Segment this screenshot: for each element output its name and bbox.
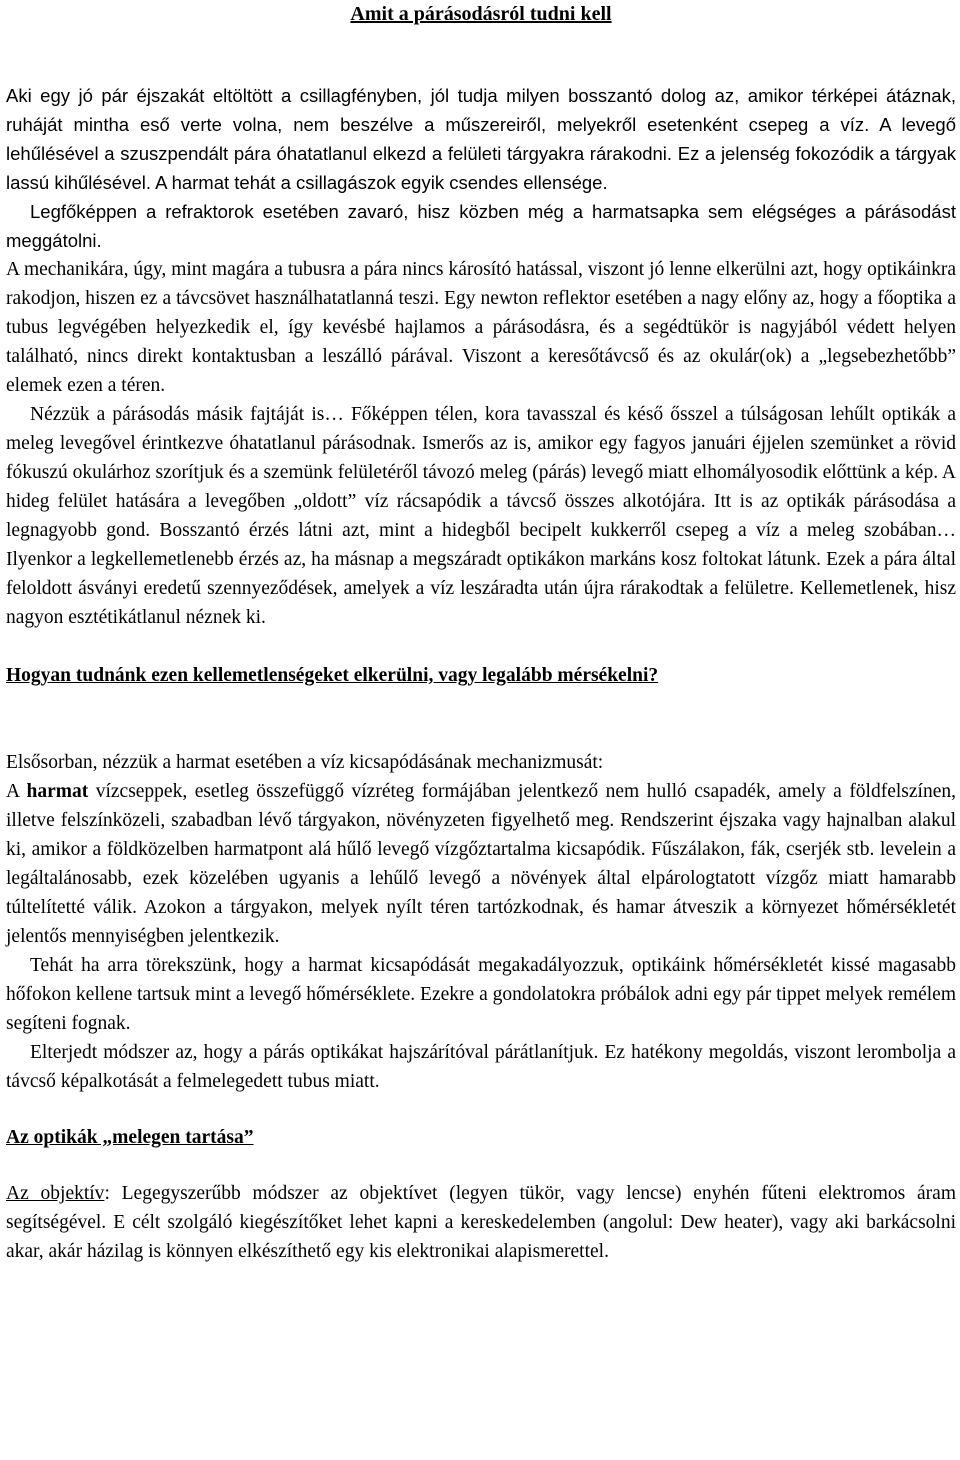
paragraph-keep-warm: Tehát ha arra törekszünk, hogy a harmat kicsapódását megakadályozzuk, optikáink hőmérsékletét kissé magasabb hőfokon kellene tartsuk mint a levegő hőmérséklete. Ezekre a gondolatokra próbálok adni egy pár tippet melyek remélem segíteni fognak. <box>6 955 956 1034</box>
objective-text: Legegyszerűbb módszer az objektívet (legyen tükör, vagy lencse) enyhén fűteni elektromos áram segítségével. E célt szolgáló kiegészítőket lehet kapni a kereskedelemben (angolul: Dew heater), vagy aki barkácsolni akar, akár házilag is könnyen elkészíthető egy kis elektronikai alapismerettel. <box>6 1183 956 1262</box>
paragraph-hairdryer: Elterjedt módszer az, hogy a párás optikákat hajszárítóval párátlanítjuk. Ez hatékony megoldás, viszont lerombolja a távcső képalkotását a felmelegedett tubus miatt. <box>6 1042 956 1092</box>
paragraph-refractors <box>6 197 956 255</box>
paragraph-objective <box>6 1179 956 1266</box>
section-mechanism <box>6 748 956 1096</box>
document-title: Amit a párásodásról tudni kell <box>350 3 612 25</box>
objective-label: Az objektív <box>6 1183 105 1204</box>
section-intro-serif <box>6 255 956 632</box>
section-intro <box>6 81 956 255</box>
dew-definition-lead: A <box>6 781 27 802</box>
dew-definition-text: vízcseppek, esetleg összefüggő vízréteg formájában jelentkező nem hulló csapadék, amely a földfelszínen, illetve felszínközeli, szabadban lévő tárgyakon, növényzeten figyelhető meg. Rendszerint éjszaka vagy hajnalban alakul ki, amikor a földközelben harmatpont alá hűlő levegő vízgőztartalma kicsapódik. Fűszálakon, fák, cserjék stb. levelein a legáltalánosabb, ezek közelében ugyanis a lehűlő levegő a növények által elpárologtatott vízgőz miatt hamarabb túltelítetté válik. Azokon a tárgyakon, melyek nyílt téren tartózkodnak, és hamar átveszik a környezet hőmérsékletét jelentős mennyiségben jelentkezik. <box>6 781 956 947</box>
section-heading-avoid: Hogyan tudnánk ezen kellemetlenségeket elkerülni, vagy legalább mérsékelni? <box>6 665 659 686</box>
section-heading-warm-optics: Az optikák „melegen tartása” <box>6 1127 254 1148</box>
spacer <box>6 1096 956 1123</box>
paragraph-condensation-type: Nézzük a párásodás másik fajtáját is… Főképpen télen, kora tavasszal és késő ősszel a túlságosan lehűlt optikák a meleg levegővel érintkezve óhatatlanul párásodnak. Ismerős az is, amikor egy fagyos januári éjjelen szemünket a rövid fókuszú okulárhoz szorítjuk és a szemünk felületéről távozó meleg (párás) levegő miatt elhomályosodik előttünk a kép. A hideg felület hatására a levegőben „oldott” víz rácsapódik a távcső összes alkotójára. Itt is az optikák párásodása a legnagyobb gond. Bosszantó érzés látni azt, mint a hidegből becipelt kukkerről csepeg a víz a meleg szobában… Ilyenkor a legkellemetlenebb érzés az, ha másnap a megszáradt optikákon markáns kosz foltokat látunk. Ezek a pára által feloldott ásványi eredetű szennyeződések, amelyek a víz leszáradta után újra rárakodtak a felületre. Kellemetlenek, hisz nagyon esztétikátlanul néznek ki. <box>6 404 956 628</box>
dew-term: harmat <box>26 781 89 802</box>
paragraph-mechanism-intro: Elsősorban, nézzük a harmat esetében a víz kicsapódásának mechanizmusát: <box>6 752 604 773</box>
spacer <box>6 690 956 748</box>
paragraph-refractors-text: Legfőképpen a refraktorok esetében zavaró, hisz közben még a harmatsapka sem elégséges a párásodást meggátolni. <box>6 201 956 251</box>
objective-separator: : <box>104 1183 122 1204</box>
paragraph-intro: Aki egy jó pár éjszakát eltöltött a csillagfényben, jól tudja milyen bosszantó dolog az, amikor térképei átáznak, ruháját mintha eső verte volna, nem beszélve a műszereiről, melyekről esetenként csepeg a víz. A levegő lehűlésével a szuszpendált pára óhatatlanul elkezd a felületi tárgyakra rárakodni. Ez a jelenség fokozódik a tárgyak lassú kihűlésével. A harmat tehát a csillagászok egyik csendes ellensége. <box>6 85 956 193</box>
spacer <box>6 29 956 81</box>
paragraph-dew-definition <box>6 777 956 951</box>
spacer <box>6 632 956 661</box>
paragraph-mechanics: A mechanikára, úgy, mint magára a tubusra a pára nincs károsító hatással, viszont jó lenne elkerülni azt, hogy optikáinkra rakodjon, hiszen ez a távcsövet használhatatlanná teszi. Egy newton reflektor esetében a nagy előny az, hogy a főoptika a tubus legvégében helyezkedik el, így kevésbé hajlamos a párásodásra, és a segédtükör is nagyjából védett helyen található, nincs direkt kontaktusban a leszálló párával. Viszont a keresőtávcső és az okulár(ok) a „legsebezhetőbb” elemek ezen a téren. <box>6 259 956 396</box>
spacer <box>6 1152 956 1179</box>
